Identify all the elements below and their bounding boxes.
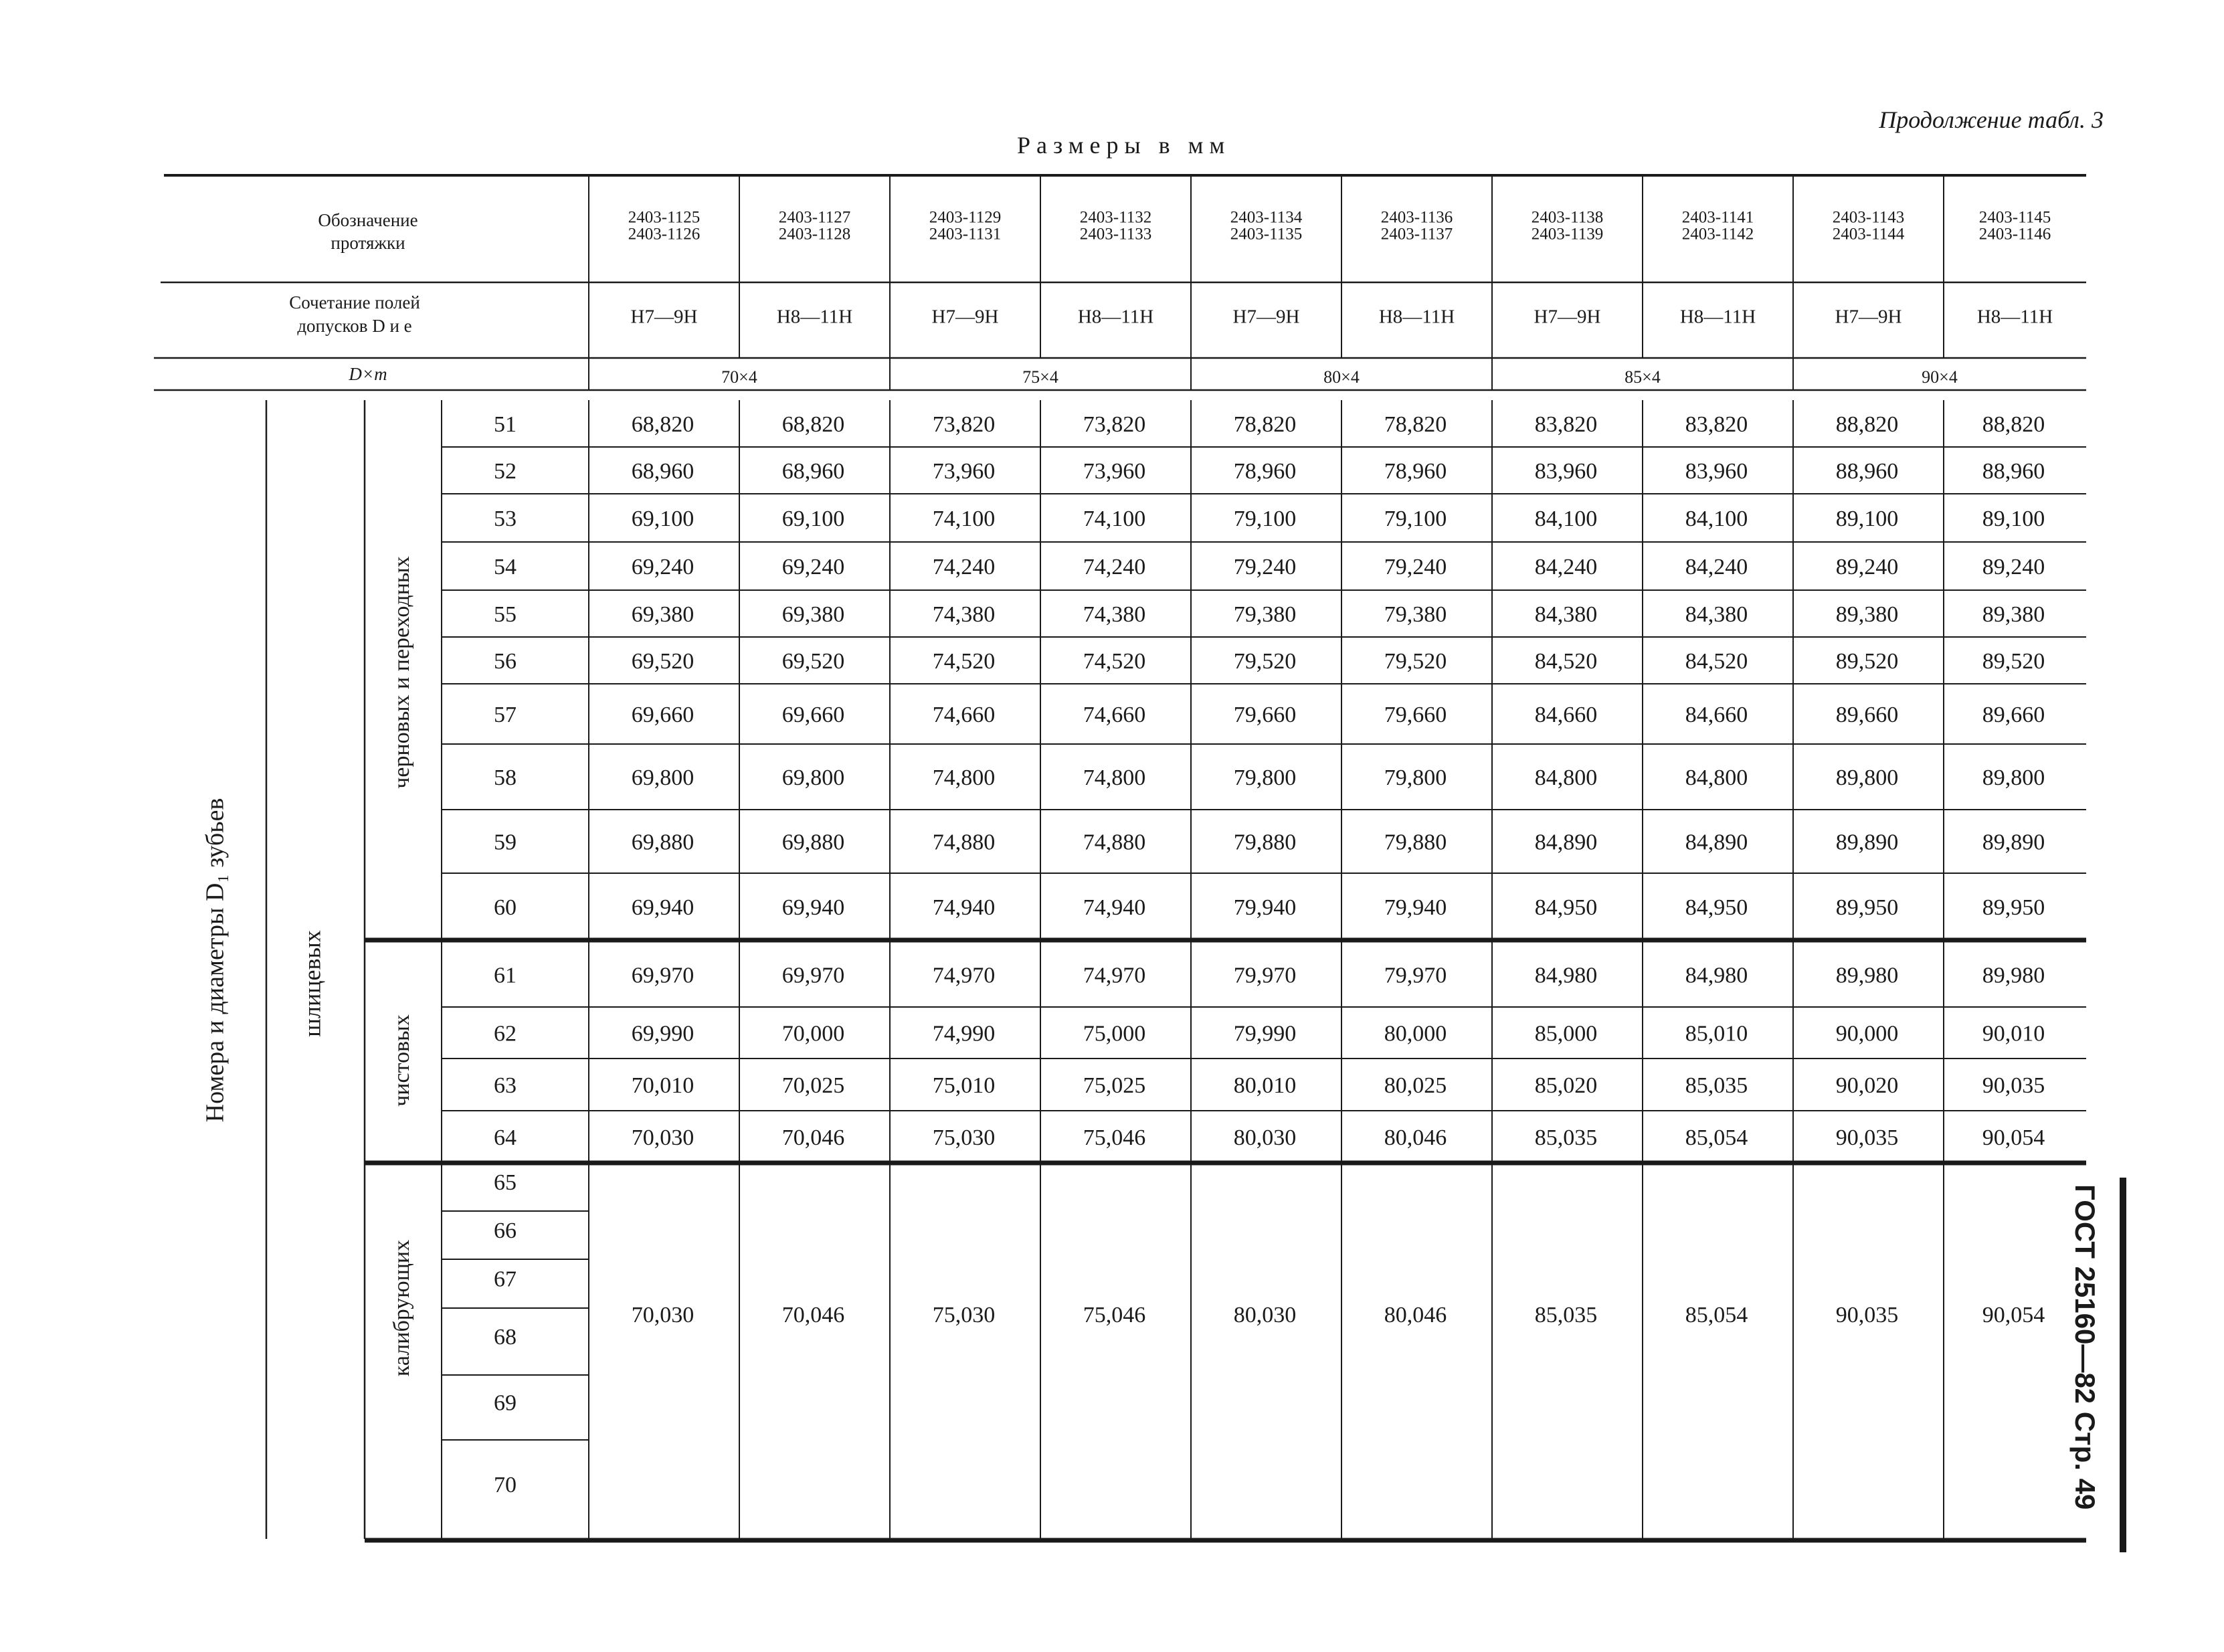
designation-code: 2403-1133 <box>1079 225 1152 244</box>
tolerance-value: Н7—9Н <box>630 306 698 328</box>
diameter-value: 74,800 <box>1083 765 1146 790</box>
tooth-number: 64 <box>494 1125 517 1150</box>
diameter-value: 84,800 <box>1534 765 1598 790</box>
diameter-value-merged: 90,054 <box>1982 1302 2045 1327</box>
diameter-value: 78,960 <box>1384 458 1447 484</box>
diameter-value: 85,020 <box>1534 1073 1598 1098</box>
tooth-number: 68 <box>494 1324 517 1350</box>
tooth-number: 58 <box>494 765 517 790</box>
tooth-number: 63 <box>494 1073 517 1098</box>
diameter-value: 89,950 <box>1982 895 2045 920</box>
diameter-value: 89,800 <box>1835 765 1899 790</box>
diameter-value: 69,660 <box>631 702 694 727</box>
designation-code: 2403-1142 <box>1681 225 1754 244</box>
diameter-value: 74,660 <box>932 702 996 727</box>
diameter-value: 74,520 <box>1083 648 1146 674</box>
designation-code: 2403-1144 <box>1832 225 1905 244</box>
tolerance-header-label: Сочетание полей <box>289 292 420 313</box>
designation-code: 2403-1131 <box>929 225 1002 244</box>
group-label-finishing: чистовых <box>389 1014 414 1107</box>
diameter-value: 79,800 <box>1233 765 1297 790</box>
diameter-value: 84,100 <box>1685 506 1748 531</box>
tooth-number: 57 <box>494 702 517 727</box>
designation-code: 2403-1128 <box>778 225 851 244</box>
diameter-value: 80,010 <box>1233 1073 1297 1098</box>
diameter-value: 84,380 <box>1534 602 1598 627</box>
diameter-value: 89,980 <box>1982 963 2045 988</box>
diameter-value: 74,240 <box>932 554 996 579</box>
diameter-value: 84,800 <box>1685 765 1748 790</box>
diameter-value: 79,970 <box>1384 963 1447 988</box>
diameter-value: 89,890 <box>1982 830 2045 855</box>
diameter-value: 69,240 <box>781 554 845 579</box>
diameter-value: 69,800 <box>631 765 694 790</box>
dxm-value: 80×4 <box>1323 367 1360 387</box>
diameter-value: 75,046 <box>1083 1125 1146 1150</box>
diameter-value: 84,380 <box>1685 602 1748 627</box>
tooth-number: 51 <box>494 411 517 437</box>
diameter-value: 69,520 <box>631 648 694 674</box>
diameter-value: 79,880 <box>1233 830 1297 855</box>
diameter-value: 69,940 <box>781 895 845 920</box>
designation-code: 2403-1125 <box>628 208 701 227</box>
diameter-value: 68,820 <box>781 411 845 437</box>
diameter-value: 75,010 <box>932 1073 996 1098</box>
tooth-number: 52 <box>494 458 517 484</box>
diameter-value: 84,890 <box>1685 830 1748 855</box>
diameter-value: 70,000 <box>781 1021 845 1046</box>
diameter-value: 78,960 <box>1233 458 1297 484</box>
diameter-value: 73,820 <box>1083 411 1146 437</box>
diameter-value: 84,980 <box>1685 963 1748 988</box>
diameter-value: 69,240 <box>631 554 694 579</box>
designation-code: 2403-1127 <box>778 208 851 227</box>
diameter-value: 89,800 <box>1982 765 2045 790</box>
diameter-value: 85,035 <box>1534 1125 1598 1150</box>
diameter-value: 88,960 <box>1835 458 1899 484</box>
diameter-value: 85,054 <box>1685 1125 1748 1150</box>
tooth-number: 67 <box>494 1267 517 1292</box>
diameter-value: 74,800 <box>932 765 996 790</box>
tolerance-value: Н7—9Н <box>1232 306 1300 328</box>
diameter-value: 74,240 <box>1083 554 1146 579</box>
tooth-number: 60 <box>494 895 517 920</box>
diameter-value: 85,000 <box>1534 1021 1598 1046</box>
diameter-value: 79,970 <box>1233 963 1297 988</box>
diameter-value: 79,240 <box>1384 554 1447 579</box>
designation-code: 2403-1132 <box>1079 208 1152 227</box>
diameter-value: 90,054 <box>1982 1125 2045 1150</box>
designation-code: 2403-1141 <box>1681 208 1754 227</box>
diameter-value: 79,940 <box>1233 895 1297 920</box>
diameter-value: 79,520 <box>1384 648 1447 674</box>
designation-code: 2403-1138 <box>1531 208 1604 227</box>
diameter-value: 69,520 <box>781 648 845 674</box>
group-label-calibrating: калибрующих <box>389 1239 414 1377</box>
diameter-value: 69,660 <box>781 702 845 727</box>
diameter-value: 79,660 <box>1233 702 1297 727</box>
diameter-value: 84,240 <box>1685 554 1748 579</box>
diameter-value: 74,970 <box>1083 963 1146 988</box>
diameter-value: 83,820 <box>1685 411 1748 437</box>
tolerance-value: Н8—11Н <box>1679 306 1756 328</box>
diameter-value: 79,800 <box>1384 765 1447 790</box>
diameter-value: 79,240 <box>1233 554 1297 579</box>
diameter-value: 89,240 <box>1982 554 2045 579</box>
tolerance-value: Н7—9Н <box>931 306 999 328</box>
tolerance-header-label: допусков D и e <box>297 316 412 337</box>
tooth-number: 69 <box>494 1390 517 1416</box>
diameter-value: 79,380 <box>1233 602 1297 627</box>
diameter-value: 84,980 <box>1534 963 1598 988</box>
group-label-rough: черновых и переходных <box>389 556 414 789</box>
tolerance-value: Н8—11Н <box>1077 306 1154 328</box>
diameter-value: 74,520 <box>932 648 996 674</box>
diameter-value: 70,010 <box>631 1073 694 1098</box>
diameter-value: 73,960 <box>932 458 996 484</box>
diameter-value: 73,960 <box>1083 458 1146 484</box>
diameter-value-merged: 85,054 <box>1685 1302 1748 1327</box>
tolerance-value: Н7—9Н <box>1534 306 1601 328</box>
diameter-value: 88,820 <box>1835 411 1899 437</box>
designation-code: 2403-1139 <box>1531 225 1604 244</box>
diameter-value: 80,025 <box>1384 1073 1447 1098</box>
dxm-value: 70×4 <box>721 367 757 387</box>
diameter-value: 89,100 <box>1835 506 1899 531</box>
designation-code: 2403-1135 <box>1230 225 1303 244</box>
designation-header-label: протяжки <box>331 233 405 254</box>
diameter-value: 74,380 <box>1083 602 1146 627</box>
diameter-value: 89,520 <box>1982 648 2045 674</box>
designation-code: 2403-1129 <box>929 208 1002 227</box>
diameter-value: 70,030 <box>631 1125 694 1150</box>
dxm-header-label: D×m <box>349 364 387 385</box>
diameter-value: 90,020 <box>1835 1073 1899 1098</box>
diameter-value-merged: 80,046 <box>1384 1302 1447 1327</box>
diameter-value: 90,035 <box>1982 1073 2045 1098</box>
diameter-value: 74,990 <box>932 1021 996 1046</box>
diameter-value: 79,520 <box>1233 648 1297 674</box>
diameter-value: 83,960 <box>1685 458 1748 484</box>
diameter-value-merged: 85,035 <box>1534 1302 1598 1327</box>
diameter-value: 84,950 <box>1685 895 1748 920</box>
dxm-value: 85×4 <box>1625 367 1661 387</box>
diameter-value: 69,970 <box>781 963 845 988</box>
diameter-value: 89,380 <box>1835 602 1899 627</box>
diameter-value: 74,940 <box>1083 895 1146 920</box>
diameter-value: 80,030 <box>1233 1125 1297 1150</box>
standard-label-rule <box>2120 1178 2126 1552</box>
diameter-value: 74,940 <box>932 895 996 920</box>
diameter-value: 78,820 <box>1384 411 1447 437</box>
diameter-value: 84,240 <box>1534 554 1598 579</box>
designation-code: 2403-1126 <box>628 225 701 244</box>
diameter-value: 83,960 <box>1534 458 1598 484</box>
diameter-value: 79,100 <box>1384 506 1447 531</box>
diameter-value-merged: 80,030 <box>1233 1302 1297 1327</box>
diameter-value: 69,380 <box>631 602 694 627</box>
diameter-value: 68,820 <box>631 411 694 437</box>
splined-vertical-label: шлицевых <box>298 930 326 1037</box>
diameter-value: 79,990 <box>1233 1021 1297 1046</box>
diameter-value: 90,035 <box>1835 1125 1899 1150</box>
diameter-value: 70,025 <box>781 1073 845 1098</box>
diameter-value: 84,950 <box>1534 895 1598 920</box>
tooth-number: 55 <box>494 602 517 627</box>
tooth-number: 54 <box>494 554 517 579</box>
diameter-value: 84,660 <box>1685 702 1748 727</box>
diameter-value: 80,046 <box>1384 1125 1447 1150</box>
diameter-value: 74,100 <box>1083 506 1146 531</box>
diameter-value-merged: 75,030 <box>932 1302 996 1327</box>
diameter-value: 74,970 <box>932 963 996 988</box>
diameter-value: 69,990 <box>631 1021 694 1046</box>
continuation-caption: Продолжение табл. 3 <box>1879 106 2104 133</box>
diameter-value: 90,000 <box>1835 1021 1899 1046</box>
diameter-value: 90,010 <box>1982 1021 2045 1046</box>
dxm-value: 75×4 <box>1022 367 1058 387</box>
diameter-value: 69,940 <box>631 895 694 920</box>
diameter-value-merged: 90,035 <box>1835 1302 1899 1327</box>
tooth-number: 66 <box>494 1218 517 1243</box>
designation-code: 2403-1145 <box>1978 208 2051 227</box>
designation-code: 2403-1146 <box>1978 225 2051 244</box>
diameter-value: 74,660 <box>1083 702 1146 727</box>
diameter-value: 73,820 <box>932 411 996 437</box>
tooth-number: 65 <box>494 1170 517 1195</box>
diameter-value-merged: 70,046 <box>781 1302 845 1327</box>
diameter-value: 69,380 <box>781 602 845 627</box>
diameter-value: 89,660 <box>1835 702 1899 727</box>
diameter-value: 69,880 <box>781 830 845 855</box>
diameter-value: 89,100 <box>1982 506 2045 531</box>
designation-code: 2403-1137 <box>1380 225 1453 244</box>
diameter-value: 85,010 <box>1685 1021 1748 1046</box>
standard-page-label: ГОСТ 25160—82 Стр. 49 <box>2069 1184 2101 1510</box>
diameter-value: 89,950 <box>1835 895 1899 920</box>
tooth-number: 61 <box>494 963 517 988</box>
diameter-value: 84,100 <box>1534 506 1598 531</box>
diameter-value-merged: 70,030 <box>631 1302 694 1327</box>
diameter-value: 69,880 <box>631 830 694 855</box>
tolerance-value: Н8—11Н <box>776 306 853 328</box>
diameter-value: 89,980 <box>1835 963 1899 988</box>
tooth-number: 62 <box>494 1021 517 1046</box>
diameter-value: 75,000 <box>1083 1021 1146 1046</box>
diameter-value-merged: 75,046 <box>1083 1302 1146 1327</box>
diameter-value: 69,100 <box>631 506 694 531</box>
designation-code: 2403-1143 <box>1832 208 1905 227</box>
tolerance-value: Н8—11Н <box>1976 306 2053 328</box>
diameter-value: 84,660 <box>1534 702 1598 727</box>
diameter-value: 84,520 <box>1685 648 1748 674</box>
diameter-value: 68,960 <box>781 458 845 484</box>
diameter-value: 89,890 <box>1835 830 1899 855</box>
diameter-value: 89,520 <box>1835 648 1899 674</box>
diameter-value: 68,960 <box>631 458 694 484</box>
diameter-value: 88,960 <box>1982 458 2045 484</box>
dxm-value: 90×4 <box>1922 367 1958 387</box>
tooth-number: 59 <box>494 830 517 855</box>
diameter-value: 79,380 <box>1384 602 1447 627</box>
units-caption: Размеры в мм <box>1017 132 1231 159</box>
main-vertical-label: Номера и диаметры D₁ зубьев <box>201 798 229 1123</box>
diameter-value: 79,100 <box>1233 506 1297 531</box>
diameter-value: 75,030 <box>932 1125 996 1150</box>
tolerance-value: Н8—11Н <box>1378 306 1455 328</box>
diameter-value: 80,000 <box>1384 1021 1447 1046</box>
designation-code: 2403-1134 <box>1230 208 1303 227</box>
designation-code: 2403-1136 <box>1380 208 1453 227</box>
diameter-value: 84,520 <box>1534 648 1598 674</box>
tooth-number: 56 <box>494 648 517 674</box>
diameter-value: 89,240 <box>1835 554 1899 579</box>
diameter-value: 79,880 <box>1384 830 1447 855</box>
diameter-value: 74,380 <box>932 602 996 627</box>
diameter-value: 78,820 <box>1233 411 1297 437</box>
tooth-number: 53 <box>494 506 517 531</box>
diameter-value: 69,970 <box>631 963 694 988</box>
diameter-value: 74,880 <box>1083 830 1146 855</box>
designation-header-label: Обозначение <box>318 210 418 231</box>
diameter-value: 84,890 <box>1534 830 1598 855</box>
diameter-value: 79,940 <box>1384 895 1447 920</box>
diameter-value: 74,100 <box>932 506 996 531</box>
diameter-value: 88,820 <box>1982 411 2045 437</box>
diameter-value: 70,046 <box>781 1125 845 1150</box>
tooth-number: 70 <box>494 1472 517 1497</box>
tolerance-value: Н7—9Н <box>1835 306 1902 328</box>
diameter-value: 89,660 <box>1982 702 2045 727</box>
diameter-value: 74,880 <box>932 830 996 855</box>
diameter-value: 85,035 <box>1685 1073 1748 1098</box>
diameter-value: 69,800 <box>781 765 845 790</box>
diameter-value: 89,380 <box>1982 602 2045 627</box>
diameter-value: 69,100 <box>781 506 845 531</box>
diameter-value: 75,025 <box>1083 1073 1146 1098</box>
diameter-value: 83,820 <box>1534 411 1598 437</box>
diameter-value: 79,660 <box>1384 702 1447 727</box>
